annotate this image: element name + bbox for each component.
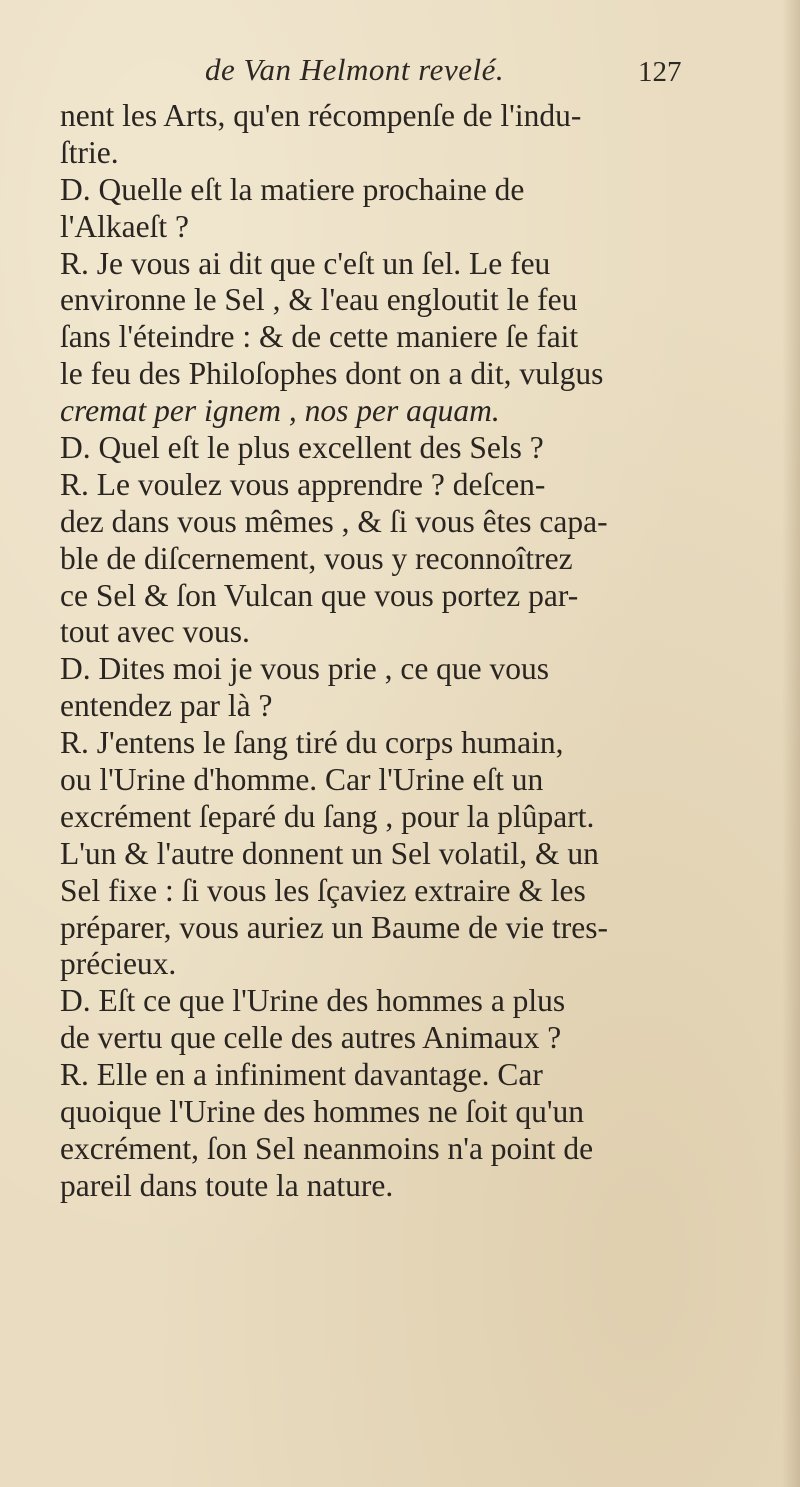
text-line: R. Le voulez vous apprendre ? deſcen- [60, 466, 546, 502]
text-line: dez dans vous mêmes , & ſi vous êtes capa- [60, 503, 608, 539]
text-line: ſans l'éteindre : & de cette maniere ſe fait [60, 319, 579, 355]
text-line: Sel fixe : ſi vous les ſçaviez extraire & les [60, 872, 586, 908]
text-line: D. Quel eſt le plus excellent des Sels ? [60, 430, 544, 466]
running-head [0, 52, 800, 92]
text-line: ce Sel & ſon Vulcan que vous portez par- [60, 577, 579, 613]
text-line: préparer, vous auriez un Baume de vie tres- [60, 909, 609, 945]
text-line: pareil dans toute la nature. [60, 1167, 394, 1203]
text-line: environne le Sel , & l'eau engloutit le feu [60, 282, 578, 318]
text-line: D. Eſt ce que l'Urine des hommes a plus [60, 983, 566, 1019]
text-line: ble de diſcernement, vous y reconnoîtrez [60, 540, 573, 576]
text-line: le feu des Philoſophes dont on a dit, vulgus [60, 356, 604, 392]
text-line: ſtrie. [60, 134, 119, 170]
page-number: 127 [638, 56, 682, 88]
text-line: nent les Arts, qu'en récompenſe de l'indu- [60, 98, 582, 133]
text-line: excrément ſeparé du ſang , pour la plûpart. [60, 798, 595, 834]
running-title: de Van Helmont revelé. [205, 52, 505, 87]
text-line: R. Elle en a infiniment davantage. Car [60, 1057, 543, 1093]
text-line: R. J'entens le ſang tiré du corps humain, [60, 725, 564, 761]
text-line: L'un & l'autre donnent un Sel volatil, & un [60, 835, 599, 871]
body-text [60, 98, 740, 1205]
text-line: D. Dites moi je vous prie , ce que vous [60, 651, 550, 687]
text-line: D. Quelle eſt la matiere prochaine de [60, 171, 525, 207]
text-line: de vertu que celle des autres Animaux ? [60, 1020, 562, 1056]
text-line: excrément, ſon Sel neanmoins n'a point de [60, 1130, 594, 1166]
text-line: l'Alkaeſt ? [60, 208, 189, 244]
text-line: tout avec vous. [60, 614, 250, 650]
text-line: R. Je vous ai dit que c'eſt un ſel. Le feu [60, 245, 551, 281]
text-line: entendez par là ? [60, 688, 273, 724]
page-edge-shadow [782, 0, 800, 1487]
text-line-italic: cremat per ignem , nos per aquam. [60, 393, 500, 429]
text-line: ou l'Urine d'homme. Car l'Urine eſt un [60, 762, 544, 798]
text-line: quoique l'Urine des hommes ne ſoit qu'un [60, 1094, 585, 1130]
text-line: précieux. [60, 946, 177, 982]
